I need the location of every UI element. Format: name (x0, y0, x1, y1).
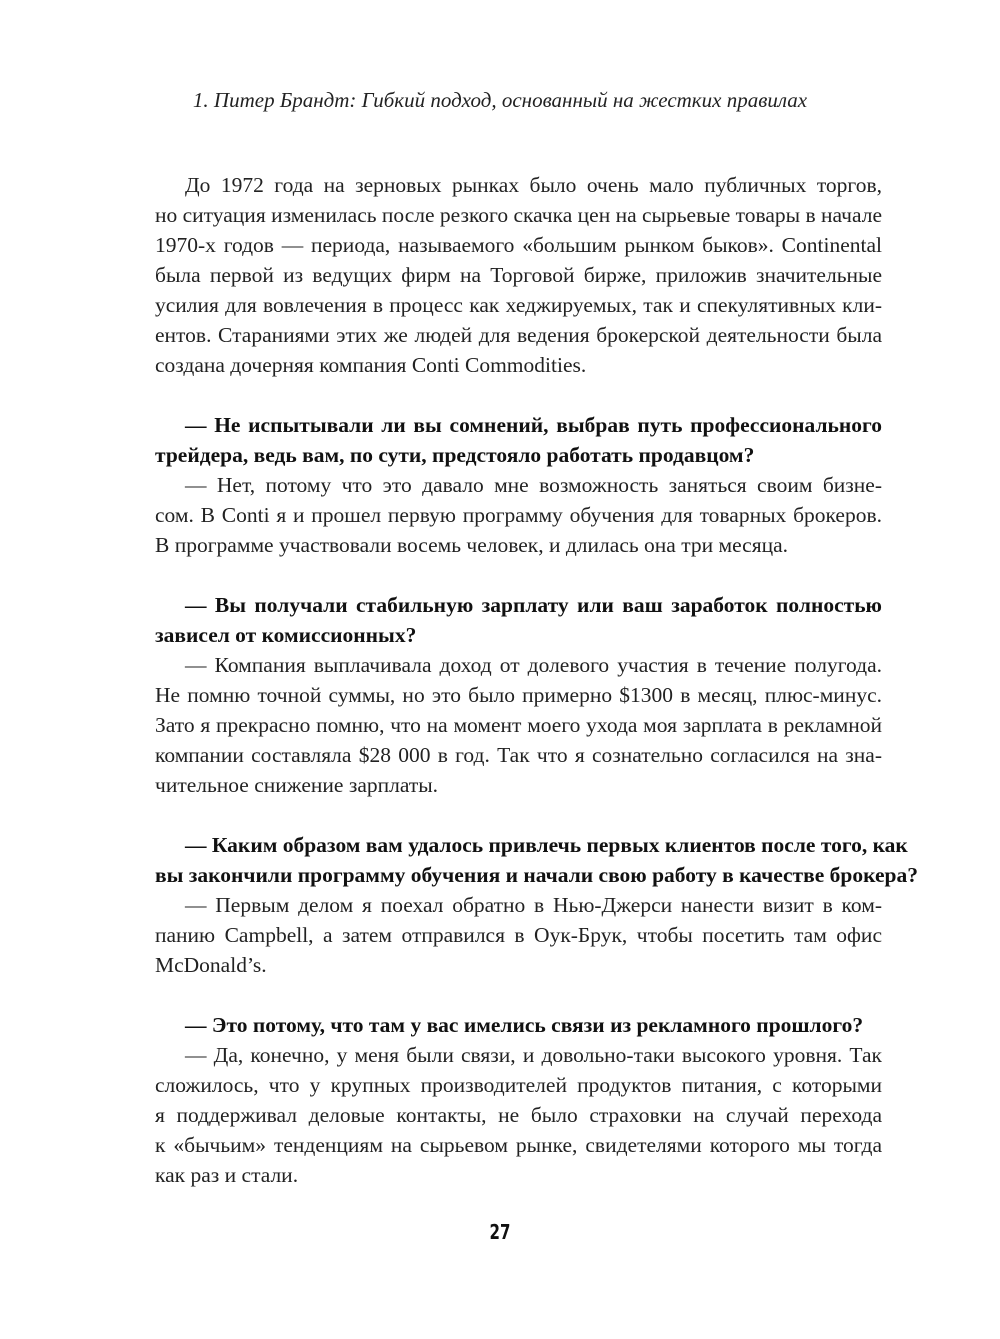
spacer (155, 980, 882, 1010)
text-line: ентов. Стараниями этих же людей для ведения брокерской деятельности была (155, 323, 882, 347)
answer-line: — Первым делом я поехал обратно в Нью-Джерси нанести визит в ком- (185, 893, 882, 917)
text-line: До 1972 года на зерновых рынках было очень мало публичных торгов, (185, 173, 882, 197)
answer-line: как раз и стали. (155, 1163, 299, 1187)
answer-line: — Да, конечно, у меня были связи, и довольно-таки высокого уровня. Так (185, 1043, 882, 1067)
spacer (155, 380, 882, 410)
answer-line: сом. В Conti я и прошел первую программу обучения для товарных брокеров. (155, 503, 882, 527)
answer-line: Зато я прекрасно помню, что на момент моего ухода моя зарплата в рекламной (155, 713, 882, 737)
answer-line: — Нет, потому что это давало мне возможность заняться своим бизне- (185, 473, 882, 497)
interview-answer (155, 470, 882, 560)
interview-question (155, 830, 918, 890)
interview-question (155, 1010, 882, 1040)
text-line: создана дочерняя компания Conti Commodities. (155, 353, 587, 377)
question-line: вы закончили программу обучения и начали свою работу в качестве брокера? (155, 863, 918, 887)
running-header: 1. Питер Брандт: Гибкий подход, основанный на жестких правилах (192, 88, 808, 112)
answer-line: Не помню точной суммы, но это было примерно $1300 в месяц, плюс-минус. (155, 683, 882, 707)
question-line: трейдера, ведь вам, по сути, предстояло работать продавцом? (155, 443, 755, 467)
answer-line: компании составляла $28 000 в год. Так что я сознательно согласился на зна- (155, 743, 882, 767)
page-body (155, 170, 918, 1190)
answer-line: я поддерживал деловые контакты, не было страховки на случай перехода (155, 1103, 882, 1127)
interview-question (155, 590, 882, 650)
answer-line: к «бычьим» тенденциям на сырьевом рынке, свидетелями которого мы тогда (155, 1133, 882, 1157)
spacer (155, 560, 882, 590)
answer-line: панию Campbell, а затем отправился в Оук-Брук, чтобы посетить там офис (155, 923, 882, 947)
answer-line: McDonald’s. (155, 953, 267, 977)
interview-answer (155, 1040, 882, 1190)
question-line: — Вы получали стабильную зарплату или ваш заработок полностью (185, 593, 882, 617)
question-line: зависел от комиссионных? (155, 623, 417, 647)
answer-line: сложилось, что у крупных производителей продуктов питания, с которыми (155, 1073, 882, 1097)
text-line: была первой из ведущих фирм на Торговой бирже, приложив значительные (155, 263, 882, 287)
interview-question (155, 410, 882, 470)
text-line: 1970-х годов — периода, называемого «большим рынком быков». Continental (155, 233, 882, 257)
page-number: 27 (489, 1220, 511, 1244)
answer-line: — Компания выплачивала доход от долевого участия в течение полугода. (185, 653, 882, 677)
answer-line: чительное снижение зарплаты. (155, 773, 439, 797)
answer-line: В программе участвовали восемь человек, и длилась она три месяца. (155, 533, 789, 557)
text-line: но ситуация изменилась после резкого скачка цен на сырьевые товары в начале (155, 203, 882, 227)
question-line: — Это потому, что там у вас имелись связи из рекламного прошлого? (185, 1013, 864, 1037)
question-line: — Не испытывали ли вы сомнений, выбрав путь профессионального (185, 413, 882, 437)
intro-paragraph (155, 170, 882, 380)
spacer (155, 800, 882, 830)
text-line: усилия для вовлечения в процесс как хеджируемых, так и спекулятивных кли- (155, 293, 882, 317)
question-line: — Каким образом вам удалось привлечь первых клиентов после того, как (185, 833, 908, 857)
interview-answer (155, 890, 882, 980)
interview-answer (155, 650, 882, 800)
